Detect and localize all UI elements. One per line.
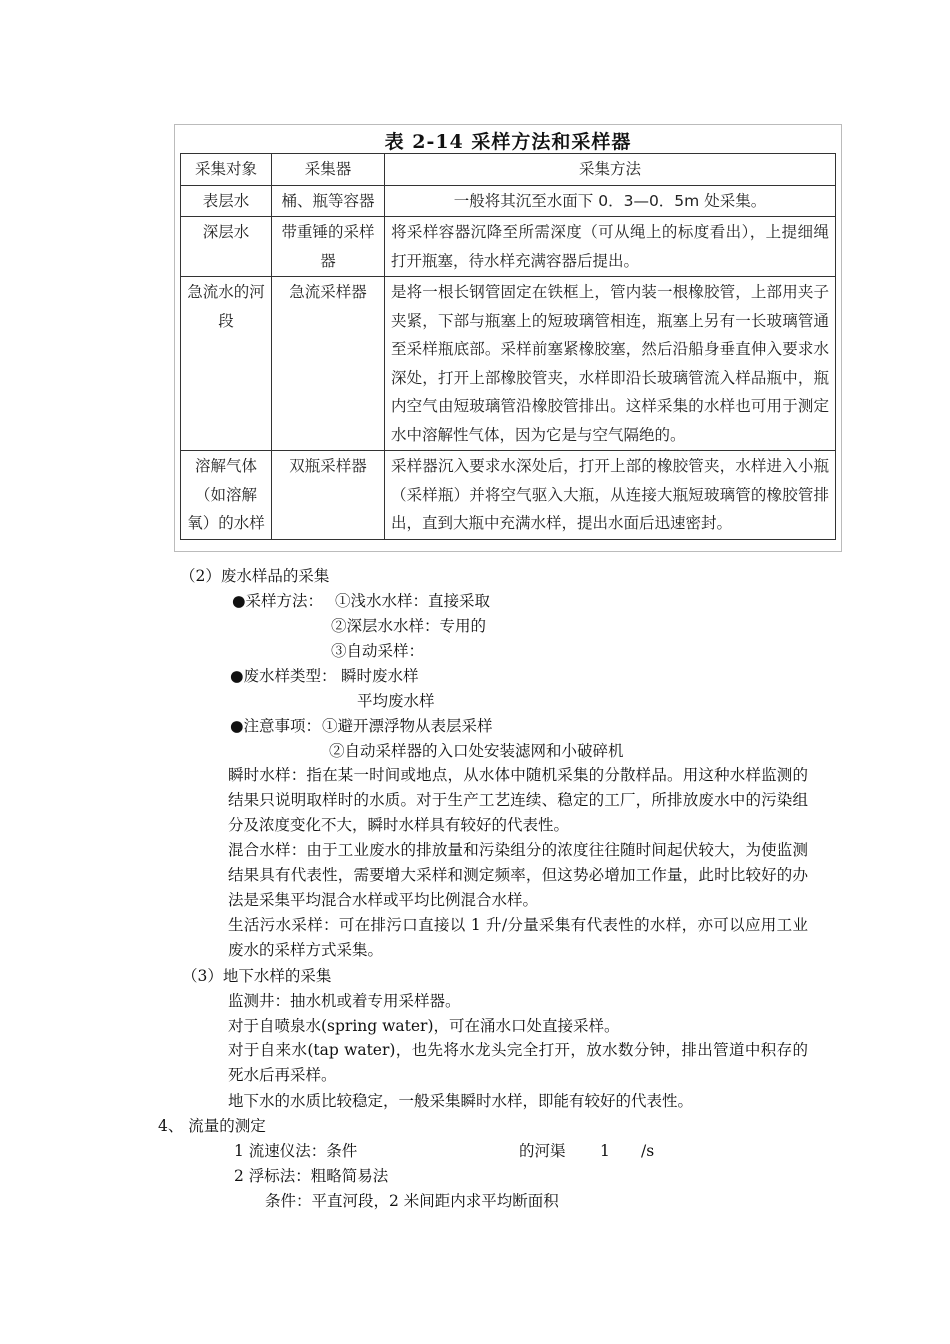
table-cell: 双瓶采样器 [272,451,385,540]
table-cell: 一般将其沉至水面下 0．3—0．5m 处采集。 [385,185,836,217]
table-cell: 带重锤的采样器 [272,217,385,277]
note-label: ●注意事项： [230,717,322,735]
method-item: ①浅水水样：直接采取 [335,592,491,610]
paragraph-instant-sample: 瞬时水样：指在某一时间或地点，从水体中随机采集的分散样品。用这种水样监测的结果只说明取样时的水质。对于生产工艺连续、稳定的工厂，所排放废水中的污染组分及浓度变化不大，瞬时水样具有较好的代表性。 [228,766,808,834]
table-cell: 是将一根长钢管固定在铁框上，管内装一根橡胶管，上部用夹子夹紧，下部与瓶塞上的短玻璃管相连，瓶塞上另有一长玻璃管通至采样瓶底部。采样前塞紧橡胶塞，然后沿船身垂直伸入要求水深处，打开上部橡胶管夹，水样即沿长玻璃管流入样品瓶中，瓶内空气由短玻璃管沿橡胶管排出。这样采集的水样也可用于测定水中溶解性气体，因为它是与空气隔绝的。 [385,277,836,451]
table-cell: 桶、瓶等容器 [272,185,385,217]
paragraph-domestic-sewage: 生活污水采样：可在排污口直接以 1 升/分量采集有代表性的水样，亦可以应用工业废水的采样方式采集。 [228,916,808,959]
type-item: 平均废水样 [357,692,435,710]
section-heading-flow: 4、 流量的测定 [158,1117,266,1135]
table-cell: 深层水 [181,217,272,277]
note-item: ①避开漂浮物从表层采样 [322,717,493,735]
flow-item-1-part: /s [641,1142,655,1160]
flow-item-2: 2 浮标法：粗略简易法 [234,1167,389,1185]
table-cell: 将采样容器沉降至所需深度（可从绳上的标度看出），上提细绳打开瓶塞，待水样充满容器后提出。 [385,217,836,277]
table-cell: 急流水的河段 [181,277,272,451]
section-heading-wastewater: （2）废水样品的采集 [180,567,330,585]
table-title: 表 2-14 采样方法和采样器 [384,131,632,153]
method-label: ●采样方法： [232,592,324,610]
type-label: ●废水样类型： [230,667,337,685]
table-cell: 溶解气体（如溶解氧）的水样 [181,451,272,540]
groundwater-line: 地下水的水质比较稳定，一般采集瞬时水样，即能有较好的代表性。 [228,1092,694,1110]
flow-item-1-part: 的河渠 [519,1142,566,1160]
flow-item-1-part: 1 [600,1142,610,1160]
method-item: ②深层水水样：专用的 [331,617,487,635]
header-cell: 采集对象 [181,154,272,186]
table-cell: 表层水 [181,185,272,217]
header-cell: 采集方法 [385,154,836,186]
paragraph-mixed-sample: 混合水样：由于工业废水的排放量和污染组分的浓度往往随时间起伏较大，为使监测结果具有代表性，需要增大采样和测定频率，但这势必增加工作量，此时比较好的办法是采集平均混合水样或平均比例混合水样。 [228,841,808,909]
table-header-row [181,154,836,186]
table-row [181,277,836,451]
sampling-method-table-figure [174,124,842,552]
groundwater-line: 监测井：抽水机或着专用采样器。 [228,992,461,1010]
flow-item-2-condition: 条件：平直河段，2 米间距内求平均断面积 [265,1192,559,1210]
header-cell: 采集器 [272,154,385,186]
table-row [181,451,836,540]
table-row [181,217,836,277]
flow-item-1: 1 流速仪法：条件 [234,1142,358,1160]
table-cell: 采样器沉入要求水深处后，打开上部的橡胶管夹，水样进入小瓶（采样瓶）并将空气驱入大瓶，从连接大瓶短玻璃管的橡胶管排出，直到大瓶中充满水样，提出水面后迅速密封。 [385,451,836,540]
type-item: 瞬时废水样 [341,667,419,685]
method-item: ③自动采样： [331,642,425,660]
sampling-method-table [180,153,836,540]
table-cell: 急流采样器 [272,277,385,451]
table-row [181,185,836,217]
groundwater-line: 对于自喷泉水(spring water)，可在涌水口处直接采样。 [228,1017,620,1035]
groundwater-line: 对于自来水(tap water)，也先将水龙头完全打开，放水数分钟，排出管道中积存的死水后再采样。 [228,1041,808,1084]
note-item: ②自动采样器的入口处安装滤网和小破碎机 [329,742,624,760]
section-heading-groundwater: （3）地下水样的采集 [182,967,332,985]
